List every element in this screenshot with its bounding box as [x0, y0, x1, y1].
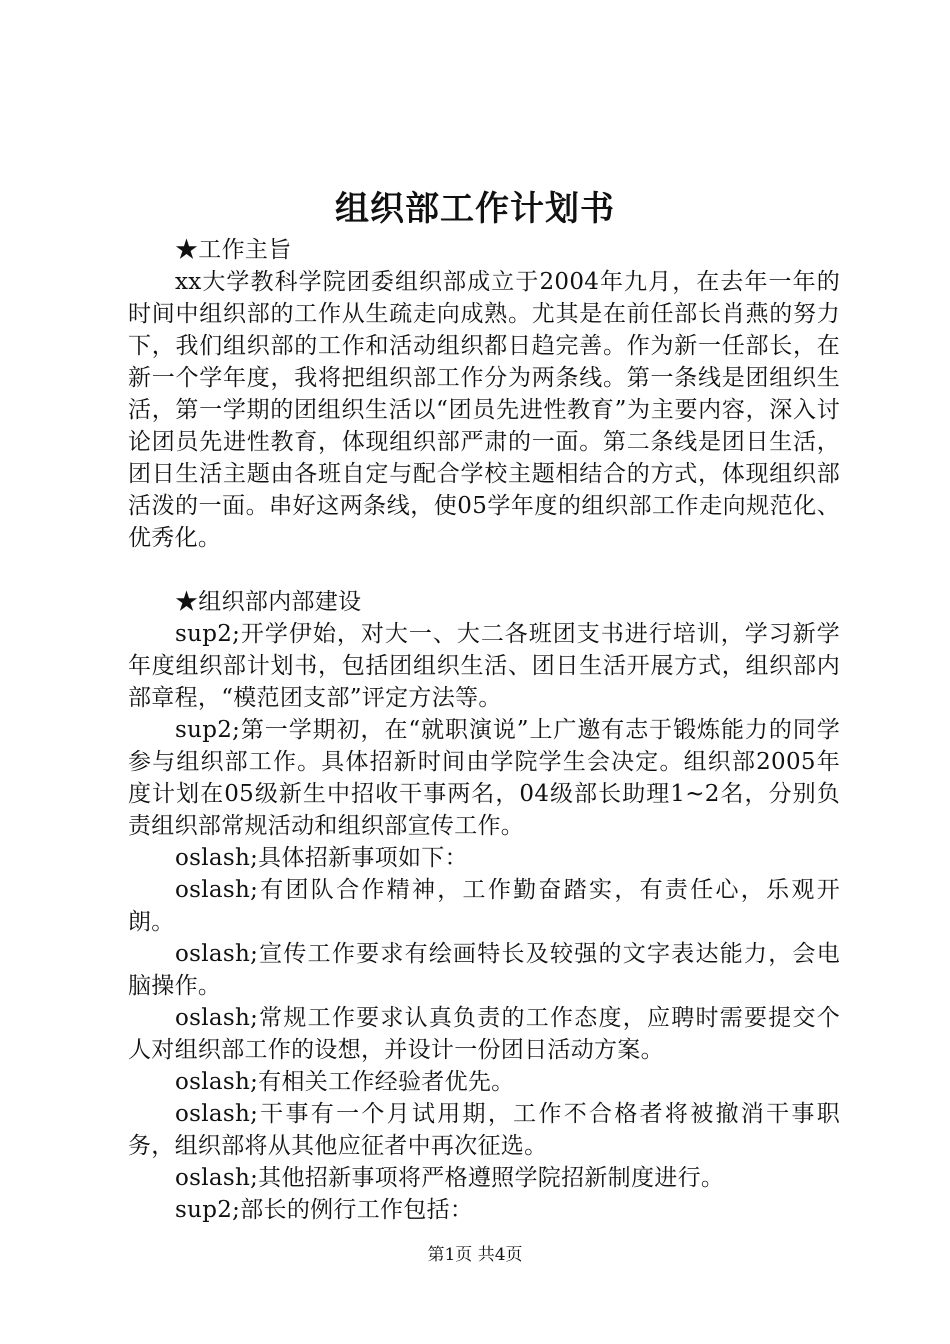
- page-title: 组织部工作计划书: [335, 189, 615, 229]
- paragraph: oslash;其他招新事项将严格遵照学院招新制度进行。: [175, 1165, 725, 1191]
- paragraph: sup2;第一学期初，在“就职演说”上广邀有志于锻炼能力的同学参与组织部工作。具体招新时间由学院学生会决定。组织部2005年度计划在05级新生中招收干事两名，04级部长助理1~2名，分别负责组织部常规活动和组织部宣传工作。: [128, 717, 840, 839]
- paragraph: sup2;部长的例行工作包括：: [175, 1197, 474, 1223]
- paragraph: oslash;具体招新事项如下：: [175, 845, 468, 871]
- paragraph: xx大学教科学院团委组织部成立于2004年九月，在去年一年的时间中组织部的工作从生疏走向成熟。尤其是在前任部长肖燕的努力下，我们组织部的工作和活动组织都日趋完善。作为新一任部长，在新一个学年度，我将把组织部工作分为两条线。第一条线是团组织生活，第一学期的团组织生活以“团员先进性教育”为主要内容，深入讨论团员先进性教育，体现组织部严肃的一面。第二条线是团日生活，团日生活主题由各班自定与配合学校主题相结合的方式，体现组织部活泼的一面。串好这两条线，使05学年度的组织部工作走向规范化、优秀化。: [128, 269, 840, 551]
- section-heading-purpose: ★工作主旨: [175, 237, 292, 263]
- document-body: [128, 234, 840, 1226]
- paragraph: oslash;干事有一个月试用期，工作不合格者将被撤消干事职务，组织部将从其他应征者中再次征选。: [128, 1101, 840, 1159]
- paragraph: sup2;开学伊始，对大一、大二各班团支书进行培训，学习新学年度组织部计划书，包括团组织生活、团日生活开展方式，组织部内部章程，“模范团支部”评定方法等。: [128, 621, 840, 711]
- paragraph: oslash;有团队合作精神，工作勤奋踏实，有责任心，乐观开朗。: [128, 877, 840, 935]
- section-heading-internal-construction: ★组织部内部建设: [175, 589, 362, 615]
- section-spacer: [128, 554, 840, 586]
- paragraph: oslash;有相关工作经验者优先。: [175, 1069, 515, 1095]
- paragraph: oslash;宣传工作要求有绘画特长及较强的文字表达能力，会电脑操作。: [128, 941, 840, 999]
- paragraph: oslash;常规工作要求认真负责的工作态度，应聘时需要提交个人对组织部工作的设想，并设计一份团日活动方案。: [128, 1005, 840, 1063]
- page-number-footer: 第1页 共4页: [427, 1245, 523, 1265]
